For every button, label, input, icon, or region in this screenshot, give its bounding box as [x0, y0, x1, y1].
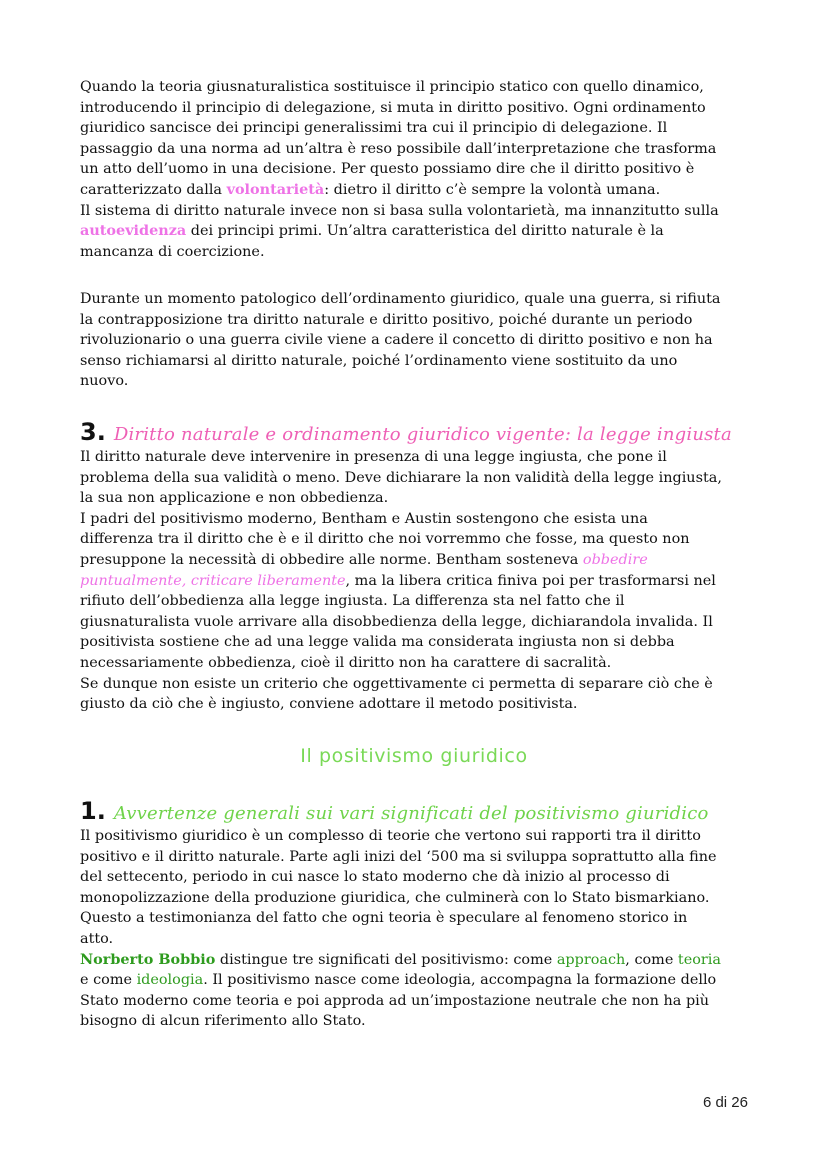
chapter-title: Il positivismo giuridico: [300, 745, 528, 767]
highlight-teoria: teoria: [677, 951, 721, 968]
highlight-ideologia: ideologia: [136, 972, 204, 989]
section-number: 1.: [80, 797, 106, 825]
text-line: Il positivismo giuridico è un complesso di teorie che vertono sui rapporti tra il diritto: [80, 828, 701, 844]
section-heading-1: [80, 797, 709, 825]
section-heading-3: [80, 418, 732, 446]
text-line: [80, 571, 755, 592]
text-line: introducendo il principio di delegazione, si muta in diritto positivo. Ogni ordinamento: [80, 99, 706, 116]
text-line: rivoluzionario o una guerra civile viene a cadere il concetto di diritto positivo e non ha: [80, 332, 713, 349]
highlight-bentham-quote: obbedire: [582, 551, 648, 568]
section-title: Diritto naturale e ordinamento giuridico vigente: la legge ingiusta: [113, 424, 732, 445]
paragraph-delegazione: [80, 77, 755, 262]
text-line: atto.: [80, 930, 114, 947]
text-fragment: presuppone la necessità di obbedire alle norme. Bentham sosteneva: [80, 551, 583, 568]
text-line: passaggio da una norma ad un’altra è reso possibile dall’interpretazione che trasforma: [80, 140, 717, 157]
text-fragment: : dietro il diritto c’è sempre la volontà umana.: [324, 181, 661, 198]
text-line: I padri del positivismo moderno, Bentham e Austin sostengono che esista una: [80, 510, 648, 527]
text-line: rifiuto dell’obbedienza alla legge ingiusta. La differenza sta nel fatto che il: [80, 593, 625, 610]
text-line: Questo a testimonianza del fatto che ogni teoria è speculare al fenomeno storico in: [80, 910, 688, 927]
text-fragment: e come: [80, 972, 137, 989]
text-line: [80, 950, 755, 971]
text-line: la sua non applicazione e non obbedienza.: [80, 490, 389, 507]
text-line: necessariamente obbedienza, cioè il diritto non ha carattere di sacralità.: [80, 654, 612, 671]
text-line: [80, 221, 755, 242]
text-line: Il sistema di diritto naturale invece non si basa sulla volontarietà, ma innanzitutto sulla: [80, 202, 719, 219]
section-title: Avvertenze generali sui vari significati del positivismo giuridico: [113, 803, 709, 824]
text-line: del settecento, periodo in cui nasce lo stato moderno che dà inizio al processo di: [80, 869, 670, 886]
text-fragment: distingue tre significati del positivismo: come: [215, 951, 557, 968]
text-fragment: , come: [625, 951, 678, 968]
text-fragment: . Il positivismo nasce come ideologia, accompagna la formazione dello: [203, 972, 717, 989]
highlight-autoevidenza: autoevidenza: [80, 222, 187, 240]
text-fragment: caratterizzato dalla: [80, 181, 227, 198]
text-line: giuridico sancisce dei principi generalissimi tra cui il principio di delegazione. Il: [80, 120, 668, 137]
paragraph-momento-patologico: [80, 289, 755, 392]
text-line: Durante un momento patologico dell’ordinamento giuridico, quale una guerra, si rifiuta: [80, 291, 721, 307]
text-line: differenza tra il diritto che è e il diritto che noi vorremmo che fosse, ma questo non: [80, 531, 690, 548]
text-line: Se dunque non esiste un criterio che oggettivamente ci permetta di separare ciò che è: [80, 675, 713, 692]
paragraph-positivismo: [80, 826, 755, 1032]
text-line: [80, 180, 755, 201]
paragraph-legge-ingiusta: [80, 447, 755, 715]
text-line: senso richiamarsi al diritto naturale, poiché l’ordinamento viene sostituito da uno: [80, 352, 678, 369]
text-fragment: dei principi primi. Un’altra caratteristica del diritto naturale è la: [186, 223, 664, 240]
text-line: giusnaturalista vuole arrivare alla disobbedienza della legge, dichiarandola invalida. Il: [80, 613, 713, 630]
text-fragment: , ma la libera critica finiva poi per trasformarsi nel: [345, 572, 716, 589]
section-number: 3.: [80, 418, 106, 446]
text-line: bisogno di alcun riferimento allo Stato.: [80, 1013, 366, 1030]
text-line: Il diritto naturale deve intervenire in presenza di una legge ingiusta, che pone il: [80, 449, 667, 465]
text-line: giusto da ciò che è ingiusto, conviene adottare il metodo positivista.: [80, 696, 578, 713]
text-line: positivo e il diritto naturale. Parte agli inizi del ‘500 ma si sviluppa soprattutto alla fine: [80, 848, 717, 865]
text-line: mancanza di coercizione.: [80, 243, 265, 260]
text-line: problema della sua validità o meno. Deve dichiarare la non validità della legge ingiusta,: [80, 469, 722, 486]
text-line: la contrapposizione tra diritto naturale e diritto positivo, poiché durante un periodo: [80, 311, 693, 328]
text-line: [80, 970, 755, 991]
text-line: Quando la teoria giusnaturalistica sostituisce il principio statico con quello dinamico,: [80, 79, 704, 95]
highlight-bentham-quote: puntualmente, criticare liberamente: [80, 572, 346, 589]
text-line: un atto dell’uomo in una decisione. Per questo possiamo dire che il diritto positivo è: [80, 161, 695, 178]
text-line: [80, 550, 755, 571]
highlight-approach: approach: [556, 951, 626, 968]
page-number: 6 di 26: [702, 1094, 748, 1111]
highlight-bobbio: Norberto Bobbio: [80, 950, 216, 968]
text-line: positivista sostiene che ad una legge valida ma considerata ingiusta non si debba: [80, 634, 675, 651]
text-line: nuovo.: [80, 373, 129, 390]
highlight-volontarieta: volontarietà: [226, 180, 325, 198]
text-line: monopolizzazione della produzione giuridica, che culminerà con lo Stato bismarkiano.: [80, 889, 710, 906]
text-line: Stato moderno come teoria e poi approda ad un’impostazione neutrale che non ha più: [80, 992, 710, 1009]
